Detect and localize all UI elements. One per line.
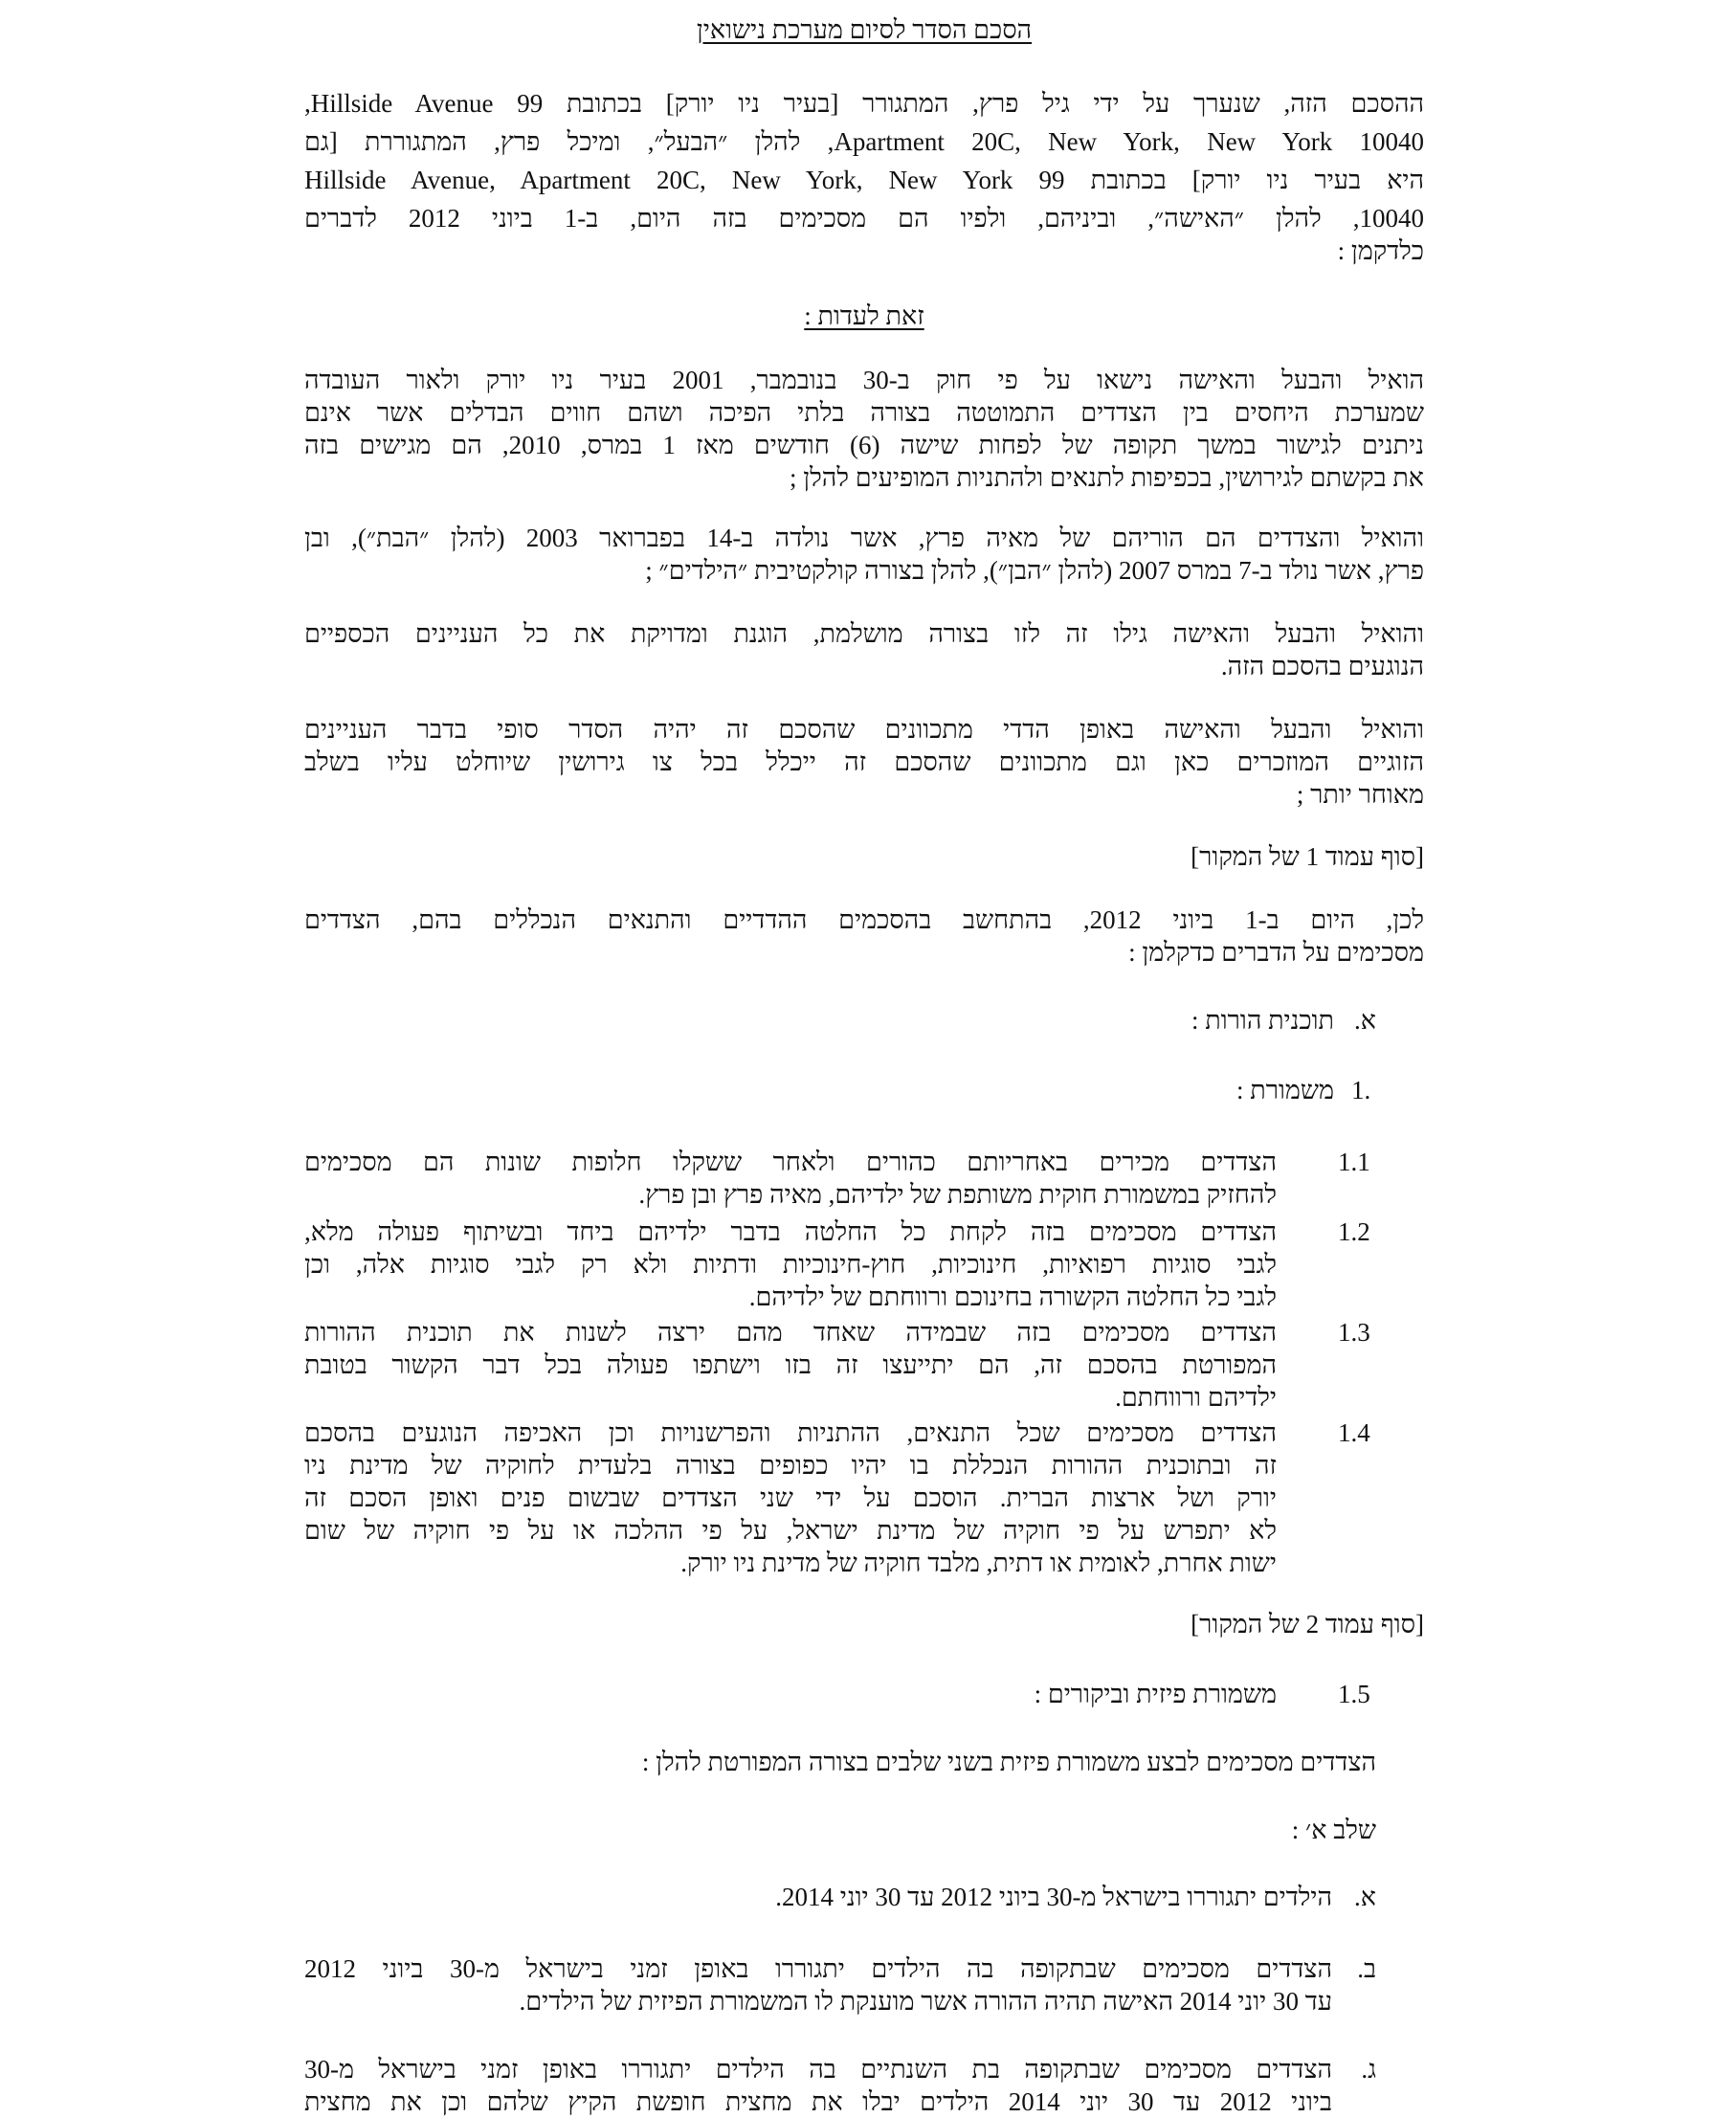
page-end-marker: [סוף עמוד 2 של המקור] (1191, 1610, 1424, 1639)
clause-line: ילדיהם ורווחתם. (1115, 1383, 1277, 1412)
clause-line: הצדדים מסכימים בזה לקחת כל החלטה בדבר ילדיהם ביחד ובשיתוף פעולה מלא, (304, 1217, 1277, 1246)
stage-item-line: עד 30 יוני 2014 האישה תהיה ההורה אשר מוענקת לו המשמורת הפיזית של הילדים. (519, 1987, 1332, 2016)
clause-number: 1.1 (1338, 1148, 1370, 1176)
whereas-line: ניתנים לגישור במשך תקופה של לפחות שישה (6) חודשים מאז 1 במרס, 2010, הם מגישים בזה (304, 431, 1424, 459)
intro-line: Apartment 20C, New York, New York 10040, להלן ״הבעל״, ומיכל פרץ, המתגוררת [גם (304, 127, 1424, 156)
whereas-line: הנוגעים בהסכם הזה. (1220, 652, 1424, 680)
stage-heading: שלב א׳ : (1291, 1816, 1376, 1844)
clause-line: לא יתפרש על פי חוקיה של מדינת ישראל, על פי ההלכה או על פי חוקיה של שום (304, 1516, 1277, 1545)
clause-number: 1.4 (1338, 1418, 1370, 1447)
clause-line: להחזיק במשמורת חוקית משותפת של ילדיהם, מאיה פרץ ובן פרץ. (638, 1180, 1277, 1209)
whereas-line: והואיל והבעל והאישה באופן הדדי מתכוונים שהסכם זה יהיה הסדר סופי בדבר העניינים (304, 715, 1424, 744)
whereas-line: הזוגיים המוזכרים כאן וגם מתכוונים שהסכם זה ייכלל בכל צו גירושין שיוחלט עליו בשלב (304, 747, 1424, 776)
clause-number: 1.2 (1338, 1217, 1370, 1246)
stage-item-line: הצדדים מסכימים שבתקופה בת השנתיים בה הילדים יתגוררו באופן זמני בישראל מ-30 (304, 2055, 1332, 2084)
clause-line: יורק ושל ארצות הברית. הוסכם על ידי שני הצדדים שבשום פנים ואופן הסכם זה (304, 1483, 1277, 1512)
subsection-label: משמורת : (1235, 1076, 1334, 1104)
document-title: הסכם הסדר לסיום מערכת נישואין (696, 15, 1033, 44)
whereas-line: את בקשתם לגירושין, בכפיפות לתנאים ולהתניות המופיעים להלן ; (790, 463, 1424, 492)
page-end-marker: [סוף עמוד 1 של המקור] (1191, 842, 1424, 871)
clause-line: המפורטת בהסכם זה, הם יתייעצו זה בזו וישתפו פעולה בכל דבר הקשור בטובת (304, 1350, 1277, 1379)
stage-item-marker: ג. (1361, 2055, 1376, 2084)
stage-item-marker: א. (1354, 1883, 1376, 1911)
clause-line: הצדדים מסכימים שכל התנאים, ההתניות והפרשנויות וכן האכיפה הנוגעים בהסכם (304, 1418, 1277, 1447)
therefore-line: מסכימים על הדברים כדקלמן : (1128, 938, 1424, 967)
intro-line: היא בעיר ניו יורק] בכתובת 99 Hillside Avenue, Apartment 20C, New York, New York (304, 166, 1425, 194)
clause-number: 1.3 (1338, 1318, 1370, 1347)
therefore-line: לכן, היום ב-1 ביוני 2012, בהתחשב בהסכמים ההדדיים והתנאים הנכללים בהם, הצדדים (304, 905, 1424, 934)
clause-line: הצדדים מכירים באחריותם כהורים ולאחר ששקלו חלופות שונות הם מסכימים (304, 1148, 1277, 1176)
stage-item-line: הצדדים מסכימים שבתקופה בה הילדים יתגוררו באופן זמני בישראל מ-30 ביוני 2012 (304, 1954, 1332, 1983)
whereas-line: פרץ, אשר נולד ב-7 במרס 2007 (להלן ״הבן״), להלן בצורה קולקטיבית ״הילדים״ ; (645, 556, 1424, 585)
whereas-line: והואיל והצדדים הם הוריהם של מאיה פרץ, אשר נולדה ב-14 בפברואר 2003 (להלן ״הבת״), ובן (304, 524, 1424, 552)
clause-line: זה ובתוכנית ההורות הנכללת בו יהיו כפופים בצורה בלעדית לחוקיה של מדינת ניו (304, 1451, 1277, 1480)
whereas-line: הואיל והבעל והאישה נישאו על פי חוק ב-30 בנובמבר, 2001 בעיר ניו יורק ולאור העובדה (304, 366, 1425, 394)
clause-line: לגבי סוגיות רפואיות, חינוכיות, חוץ-חינוכיות ודתיות ולא רק לגבי סוגיות אלה, וכן (304, 1250, 1277, 1279)
intro-line: כלדקמן : (1337, 236, 1424, 265)
intro-line: ההסכם הזה, שנערך על ידי גיל פרץ, המתגורר [בעיר ניו יורק] בכתובת 99 Hillside Avenue, (304, 89, 1425, 118)
section-label: תוכנית הורות : (1191, 1006, 1334, 1035)
witness-heading: זאת לעדות : (804, 301, 924, 330)
stage-item-marker: ב. (1357, 1954, 1376, 1983)
whereas-line: שמערכת היחסים בין הצדדים התמוטטה בצורה בלתי הפיכה ושהם חווים הבדלים אשר אינם (304, 398, 1424, 427)
subsection-marker: 1. (1351, 1076, 1371, 1104)
stage-item-line: הילדים יתגוררו בישראל מ-30 ביוני 2012 עד 30 יוני 2014. (775, 1883, 1332, 1911)
stage-item-line: ביוני 2012 עד 30 יוני 2014 הילדים יבלו את מחצית חופשת הקיץ שלהם וכן את מחצית (304, 2087, 1332, 2116)
whereas-line: והואיל והבעל והאישה גילו זה לזו בצורה מושלמת, הוגנת ומדויקת את כל העניינים הכספיים (304, 619, 1424, 648)
stages-intro: הצדדים מסכימים לבצע משמורת פיזית בשני שלבים בצורה המפורטת להלן : (641, 1748, 1376, 1776)
clause-number: 1.5 (1338, 1680, 1370, 1708)
intro-line: 10040, להלן ״האישה״, וביניהם, ולפיו הם מסכימים בזה היום, ב-1 ביוני 2012 לדברים (304, 204, 1424, 233)
whereas-line: מאוחר יותר ; (1296, 780, 1424, 809)
section-marker: א. (1354, 1006, 1376, 1035)
clause-line: ישות אחרת, לאומית או דתית, מלבד חוקיה של מדינת ניו יורק. (680, 1549, 1277, 1577)
clause-line: לגבי כל החלטה הקשורה בחינוכם ורווחתם של ילדיהם. (748, 1282, 1277, 1311)
clause-line: הצדדים מסכימים בזה שבמידה שאחד מהם ירצה לשנות את תוכנית ההורות (304, 1318, 1277, 1347)
clause-label: משמורת פיזית וביקורים : (1034, 1680, 1277, 1708)
